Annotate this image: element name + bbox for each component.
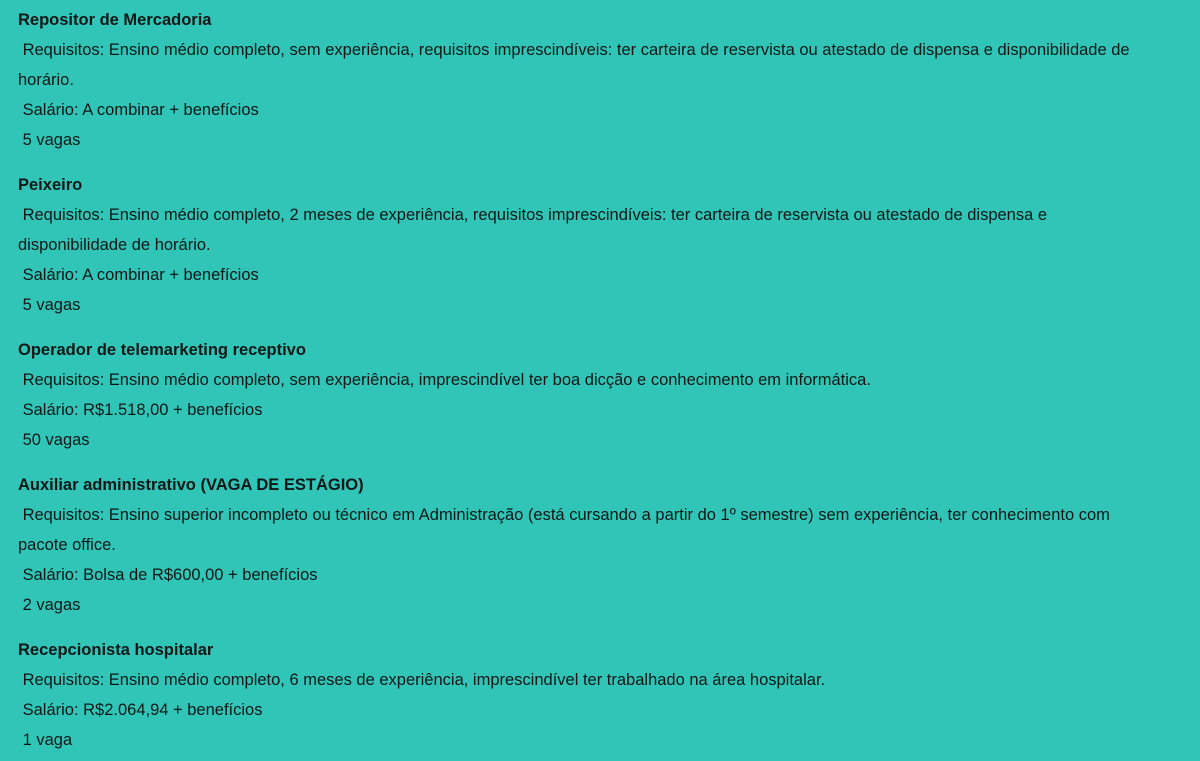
job-openings-text: 5 vagas [22, 296, 81, 314]
job-salary-text: Salário: R$2.064,94 + benefícios [22, 701, 263, 719]
job-listing-recepcionista [18, 635, 1138, 755]
job-listing-repositor [18, 5, 1138, 155]
job-requirements [18, 365, 1138, 395]
job-listing-peixeiro [18, 170, 1138, 320]
job-salary-text: Salário: A combinar + benefícios [22, 101, 259, 119]
job-salary-text: Salário: R$1.518,00 + benefícios [22, 401, 263, 419]
job-title: Peixeiro [18, 176, 83, 194]
job-openings [18, 125, 1138, 155]
job-requirements-text: Requisitos: Ensino médio completo, sem experiência, requisitos imprescindíveis: ter carteira de reservista ou atestado de dispensa e disponibilidade de horário. [18, 41, 1130, 89]
job-requirements-text: Requisitos: Ensino médio completo, 6 meses de experiência, imprescindível ter trabalhado na área hospitalar. [22, 671, 826, 689]
job-requirements [18, 665, 1138, 695]
job-salary [18, 395, 1138, 425]
job-salary-text: Salário: Bolsa de R$600,00 + benefícios [22, 566, 318, 584]
job-salary-text: Salário: A combinar + benefícios [22, 266, 259, 284]
job-openings-text: 2 vagas [22, 596, 81, 614]
job-openings [18, 425, 1138, 455]
job-requirements [18, 35, 1138, 95]
job-salary [18, 260, 1138, 290]
job-openings [18, 725, 1138, 755]
job-requirements-text: Requisitos: Ensino superior incompleto ou técnico em Administração (está cursando a partir do 1º semestre) sem experiência, ter conhecimento com pacote office. [18, 506, 1110, 554]
job-title: Auxiliar administrativo (VAGA DE ESTÁGIO) [18, 476, 364, 494]
job-openings [18, 290, 1138, 320]
job-salary [18, 560, 1138, 590]
job-openings-text: 50 vagas [22, 431, 90, 449]
job-listing-auxiliar-administrativo [18, 470, 1138, 620]
job-salary [18, 95, 1138, 125]
job-salary [18, 695, 1138, 725]
job-title: Repositor de Mercadoria [18, 11, 212, 29]
job-title: Operador de telemarketing receptivo [18, 341, 306, 359]
job-requirements-text: Requisitos: Ensino médio completo, 2 meses de experiência, requisitos imprescindíveis: ter carteira de reservista ou atestado de dispensa e disponibilidade de horário. [18, 206, 1048, 254]
job-openings-text: 1 vaga [22, 731, 73, 749]
job-listing-telemarketing [18, 335, 1138, 455]
job-title: Recepcionista hospitalar [18, 641, 214, 659]
job-requirements [18, 500, 1138, 560]
job-requirements-text: Requisitos: Ensino médio completo, sem experiência, imprescindível ter boa dicção e conhecimento em informática. [22, 371, 871, 389]
job-openings-text: 5 vagas [22, 131, 81, 149]
job-openings [18, 590, 1138, 620]
job-requirements [18, 200, 1138, 260]
